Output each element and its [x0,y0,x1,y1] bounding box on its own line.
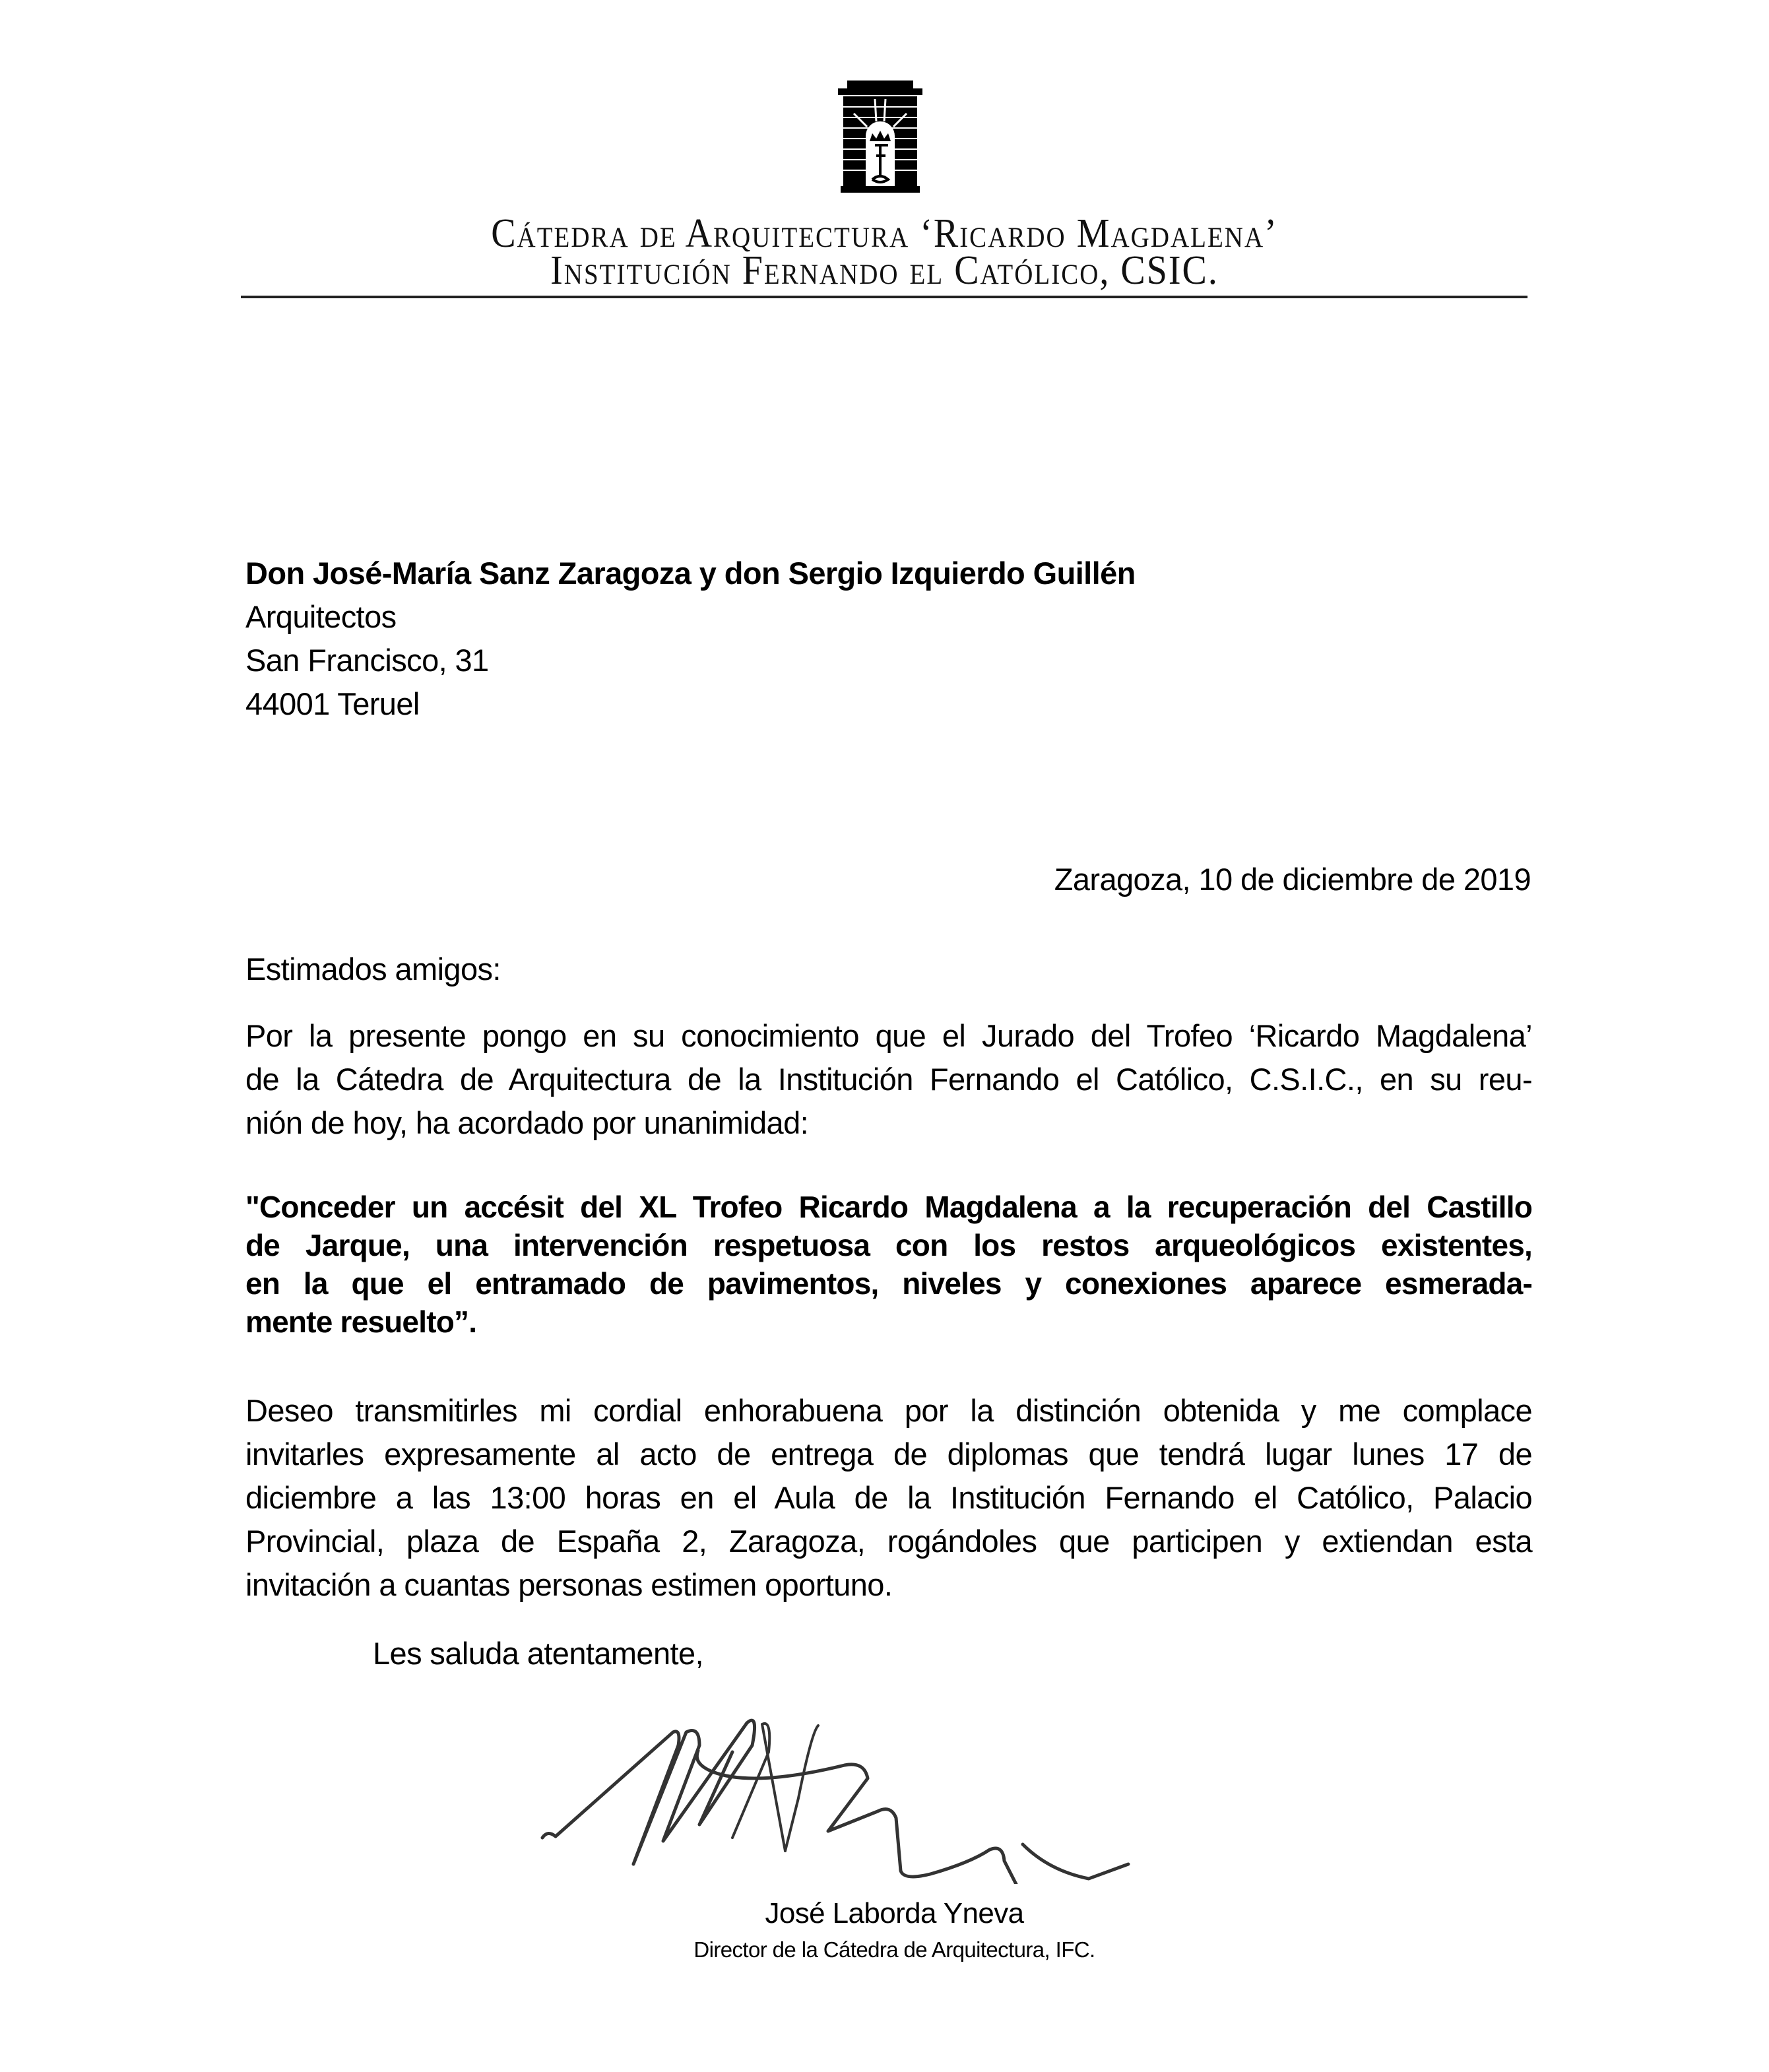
quote-line: mente resuelto”. [245,1305,477,1339]
paragraph-invitation [245,1389,1532,1607]
quote-line: en la que el entramado de pavimentos, niveles y conexiones aparece esmerada- [245,1266,1532,1301]
greeting: Estimados amigos: [245,952,501,987]
letterhead-title-line1: Cátedra de Arquitectura ‘Ricardo Magdalena’ [491,210,1278,257]
paragraph-line: diciembre a las 13:00 horas en el Aula de la Institución Fernando el Católico, Palacio [245,1480,1532,1515]
paragraph-line: Por la presente pongo en su conocimiento que el Jurado del Trofeo ‘Ricardo Magdalena’ [245,1018,1532,1053]
recipient-city: 44001 Teruel [245,686,420,721]
letterhead-title-line2: Institución Fernando el Católico, CSIC. [550,247,1219,294]
letterhead-divider [241,296,1528,298]
quote-line: de Jarque, una intervención respetuosa con los restos arqueológicos existentes, [245,1228,1532,1262]
recipient-street: San Francisco, 31 [245,643,489,678]
closing-salutation: Les saluda atentamente, [373,1636,703,1671]
paragraph-announcement [245,1014,1532,1145]
paragraph-line: Provincial, plaza de España 2, Zaragoza, rogándoles que participen y extiendan esta [245,1524,1532,1559]
paragraph-line: de la Cátedra de Arquitectura de la Institución Fernando el Católico, C.S.I.C., en su reu- [245,1062,1532,1097]
paragraph-line: Deseo transmitirles mi cordial enhorabuena por la distinción obtenida y me complace [245,1393,1532,1428]
institution-crest-logo-icon [837,81,924,194]
recipient-role: Arquitectos [245,599,397,634]
handwritten-signature-icon [534,1706,1273,1884]
signer-name: José Laborda Yneva [765,1897,1024,1929]
recipient-name: Don José-María Sanz Zaragoza y don Sergio Izquierdo Guillén [245,556,1136,591]
paragraph-line: invitación a cuantas personas estimen oportuno. [245,1567,893,1602]
paragraph-line: nión de hoy, ha acordado por unanimidad: [245,1105,809,1140]
paragraph-line: invitarles expresamente al acto de entrega de diplomas que tendrá lugar lunes 17 de [245,1437,1532,1472]
resolution-quote [245,1188,1532,1341]
letter-date: Zaragoza, 10 de diciembre de 2019 [1054,862,1531,897]
quote-line: "Conceder un accésit del XL Trofeo Ricardo Magdalena a la recuperación del Castillo [245,1190,1532,1224]
recipient-address-block [245,552,1136,726]
signer-title: Director de la Cátedra de Arquitectura, IFC. [693,1937,1095,1962]
